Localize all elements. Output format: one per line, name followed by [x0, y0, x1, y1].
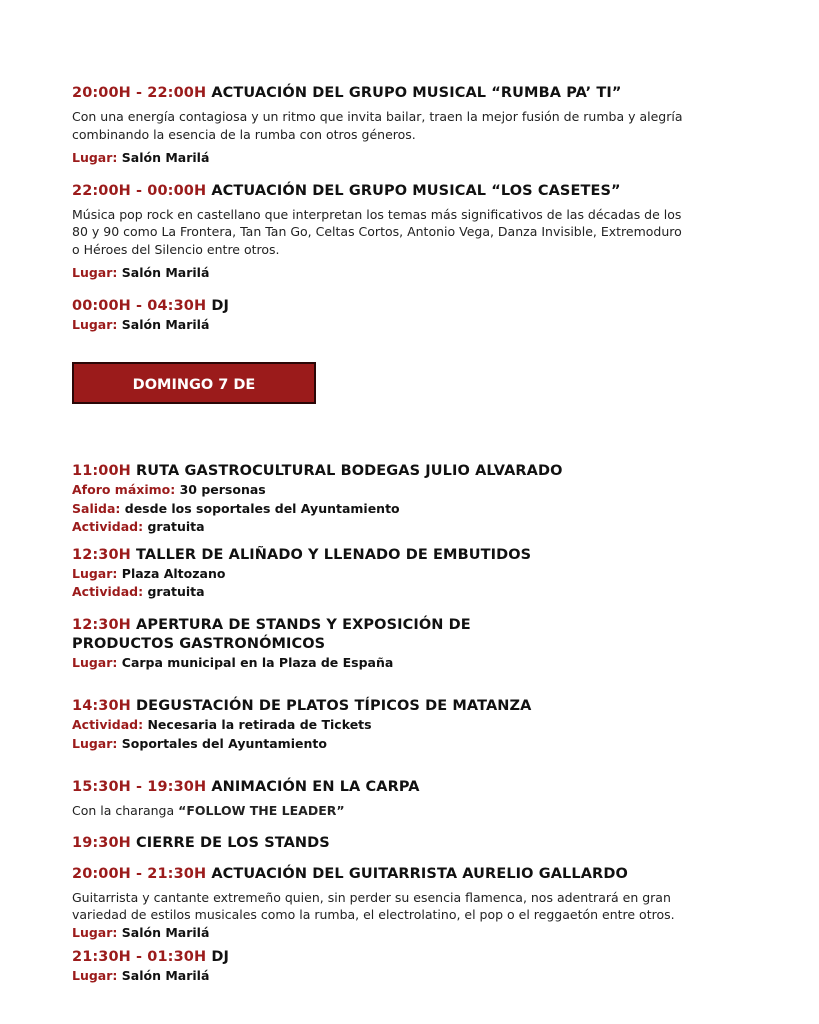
event-activity: Actividad: gratuita — [72, 584, 205, 599]
event-ruta-gastrocultural — [72, 462, 752, 537]
event-degustacion — [72, 697, 752, 753]
event-time: 14:30H — [72, 698, 131, 714]
program-page — [72, 84, 752, 986]
event-title — [72, 865, 752, 884]
event-location: Lugar: Soportales del Ayuntamiento — [72, 735, 327, 751]
event-title — [72, 834, 752, 853]
event-title — [72, 182, 752, 201]
event-name: RUTA GASTROCULTURAL BODEGAS JULIO ALVARADO — [136, 463, 563, 479]
event-dj-saturday — [72, 297, 752, 335]
event-los-casetes — [72, 182, 752, 283]
event-time: 12:30H — [72, 616, 131, 633]
event-title — [72, 948, 752, 967]
event-description: Con la charanga “FOLLOW THE LEADER” — [72, 803, 345, 818]
event-location: Lugar: Plaza Altozano — [72, 565, 226, 581]
event-name: ANIMACIÓN EN LA CARPA — [211, 779, 420, 795]
event-title — [72, 84, 752, 103]
event-departure: Salida: desde los soportales del Ayuntamiento — [72, 500, 400, 516]
event-time: 11:00H — [72, 463, 131, 479]
event-time: 19:30H — [72, 834, 131, 851]
event-location: Lugar: Salón Marilá — [72, 316, 210, 332]
event-title — [72, 616, 752, 654]
event-location: Lugar: Salón Marilá — [72, 968, 210, 983]
event-title — [72, 697, 752, 716]
event-name: APERTURA DE STANDS Y EXPOSICIÓN DE — [136, 616, 471, 633]
event-description: Música pop rock en castellano que interpretan los temas más significativos de las décadas de los 80 y 90 como La Frontera, Tan Tan Go, Celtas Cortos, Antonio Vega, Danza Invisible, Extremoduro o Héroes del Silencio entre otros. — [72, 206, 682, 257]
event-location: Lugar: Carpa municipal en la Plaza de España — [72, 654, 394, 670]
event-time: 22:00H - 00:00H — [72, 182, 207, 199]
event-taller-embutidos — [72, 546, 752, 602]
event-location: Lugar: Salón Marilá — [72, 150, 210, 165]
event-aurelio-gallardo — [72, 865, 752, 943]
event-title — [72, 778, 752, 797]
event-name: ACTUACIÓN DEL GUITARRISTA AURELIO GALLARDO — [211, 865, 628, 882]
event-title — [72, 546, 752, 565]
event-name: DEGUSTACIÓN DE PLATOS TÍPICOS DE MATANZA — [136, 698, 532, 714]
event-name: ACTUACIÓN DEL GRUPO MUSICAL “RUMBA PA’ TI” — [211, 85, 622, 101]
event-name: TALLER DE ALIÑADO Y LLENADO DE EMBUTIDOS — [136, 546, 532, 563]
event-title — [72, 297, 752, 316]
event-capacity: Aforo máximo: 30 personas — [72, 482, 266, 497]
event-name: ACTUACIÓN DEL GRUPO MUSICAL “LOS CASETES” — [211, 182, 621, 199]
event-time: 20:00H - 21:30H — [72, 865, 207, 882]
event-cierre-stands — [72, 834, 752, 853]
event-activity: Actividad: Necesaria la retirada de Tickets — [72, 717, 372, 732]
event-name: DJ — [211, 297, 229, 314]
event-description: Guitarrista y cantante extremeño quien, sin perder su esencia flamenca, nos adentrará en gran variedad de estilos musicales como la rumba, el electrolatino, el pop o el reggaetón entre otros. — [72, 889, 675, 922]
event-rumba-pa-ti — [72, 84, 752, 168]
day-banner: DOMINGO 7 DE DICIEMBRE — [72, 362, 316, 404]
event-apertura-stands — [72, 616, 752, 673]
event-name: CIERRE DE LOS STANDS — [136, 834, 330, 851]
event-title — [72, 462, 752, 481]
event-dj-sunday — [72, 948, 752, 986]
event-location: Lugar: Salón Marilá — [72, 924, 210, 940]
event-name: DJ — [211, 949, 229, 965]
event-time: 00:00H - 04:30H — [72, 297, 207, 314]
event-location: Lugar: Salón Marilá — [72, 265, 210, 280]
event-time: 15:30H - 19:30H — [72, 779, 207, 795]
event-time: 12:30H — [72, 546, 131, 563]
event-animacion-carpa — [72, 778, 752, 820]
event-description: Con una energía contagiosa y un ritmo que invita bailar, traen la mejor fusión de rumba y alegría combinando la esencia de la rumba con otros géneros. — [72, 109, 683, 142]
event-time: 20:00H - 22:00H — [72, 85, 207, 101]
event-name-line2: PRODUCTOS GASTRONÓMICOS — [72, 635, 326, 652]
event-activity: Actividad: gratuita — [72, 519, 205, 534]
event-time: 21:30H - 01:30H — [72, 949, 207, 965]
